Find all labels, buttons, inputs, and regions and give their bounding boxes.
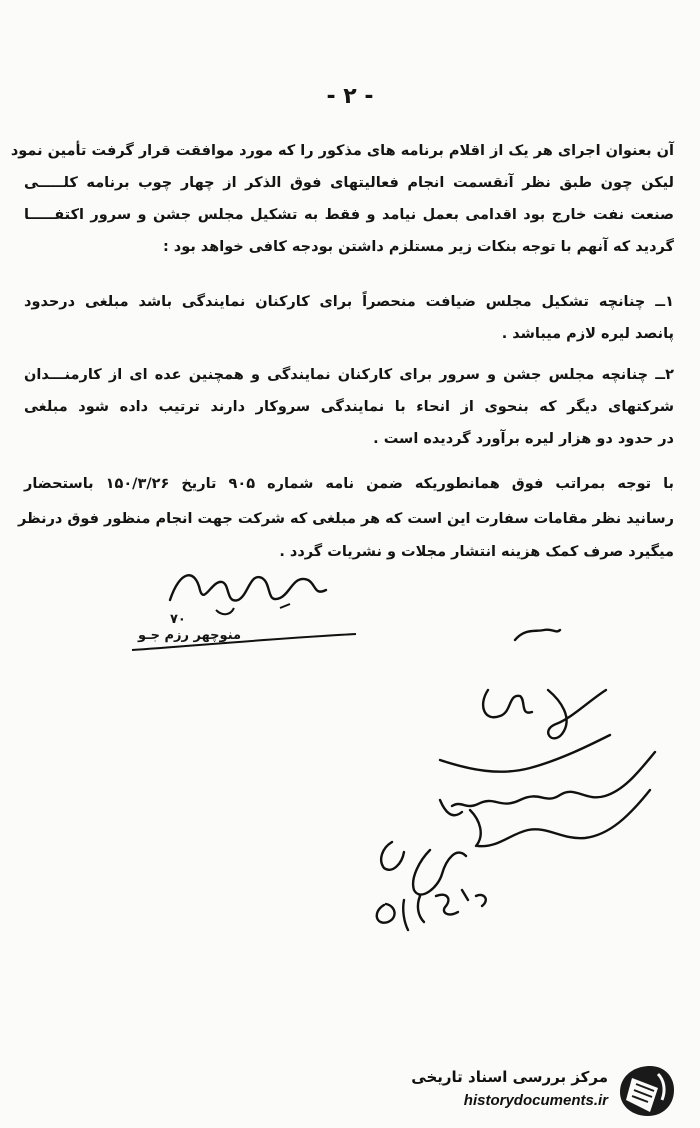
body-line: لیکن چون طبق نظر آنقسمت انجام فعالیتهای فوق الذکر از چهار چوب برنامه کلـــــی [24, 175, 674, 191]
body-line: میگیرد صرف کمک هزینه انتشار مجلات و نشریات گردد . [279, 544, 674, 560]
body-line: با توجه بمراتب فوق همانطوریکه ضمن نامه شماره ۹۰۵ تاریخ ۱۵۰/۳/۲۶ باستحضار [24, 476, 675, 492]
body-line: صنعت نفت خارج بود اقدامی بعمل نیامد و فقط به تشکیل مجلس جشن و سرور اکتفـــــا [24, 207, 674, 223]
body-line: پانصد لیره لازم میباشد . [501, 326, 674, 342]
body-line: رسانید نظر مقامات سفارت این است که هر مبلغی که شرکت جهت انجام منظور فوق درنظر [17, 511, 674, 527]
page-number: - ۲ - [326, 84, 374, 109]
watermark-url: historydocuments.ir [463, 1092, 608, 1109]
body-line: آن بعنوان اجرای هر یک از اقلام برنامه های مذکور را که مورد موافقت قرار گرفت تأمین نمود [10, 143, 674, 159]
body-line: در حدود دو هزار لیره برآورد گردیده است . [373, 431, 674, 447]
archive-watermark [386, 1058, 686, 1122]
watermark-title: مرکز بررسی اسناد تاریخی [411, 1068, 608, 1086]
body-line: ۲ــ چنانچه مجلس جشن و سرور برای کارکنان نمایندگی و همچنین عده ای از کارمنـــدان [24, 367, 674, 383]
archive-logo-icon [614, 1062, 678, 1120]
signature-block [130, 560, 350, 670]
signatory-name: منوچهر رزم جـو [138, 628, 242, 643]
signature-number: ۷۰ [170, 612, 186, 627]
body-line: ۱ــ چنانچه تشکیل مجلس ضیافت منحصراً برای کارکنان نمایندگی باشد مبلغی درحدود [24, 294, 674, 310]
body-line: شرکتهای دیگر که بنحوی از انحاء با نمایندگی سروکار دارند ترتیب داده شود مبلغی [24, 399, 674, 415]
strikethrough-mark [130, 630, 360, 654]
body-line: گردید که آنهم با توجه بنکات زیر مستلزم داشتن بودجه کافی خواهد بود : [162, 239, 674, 255]
handwritten-signature [130, 560, 350, 630]
